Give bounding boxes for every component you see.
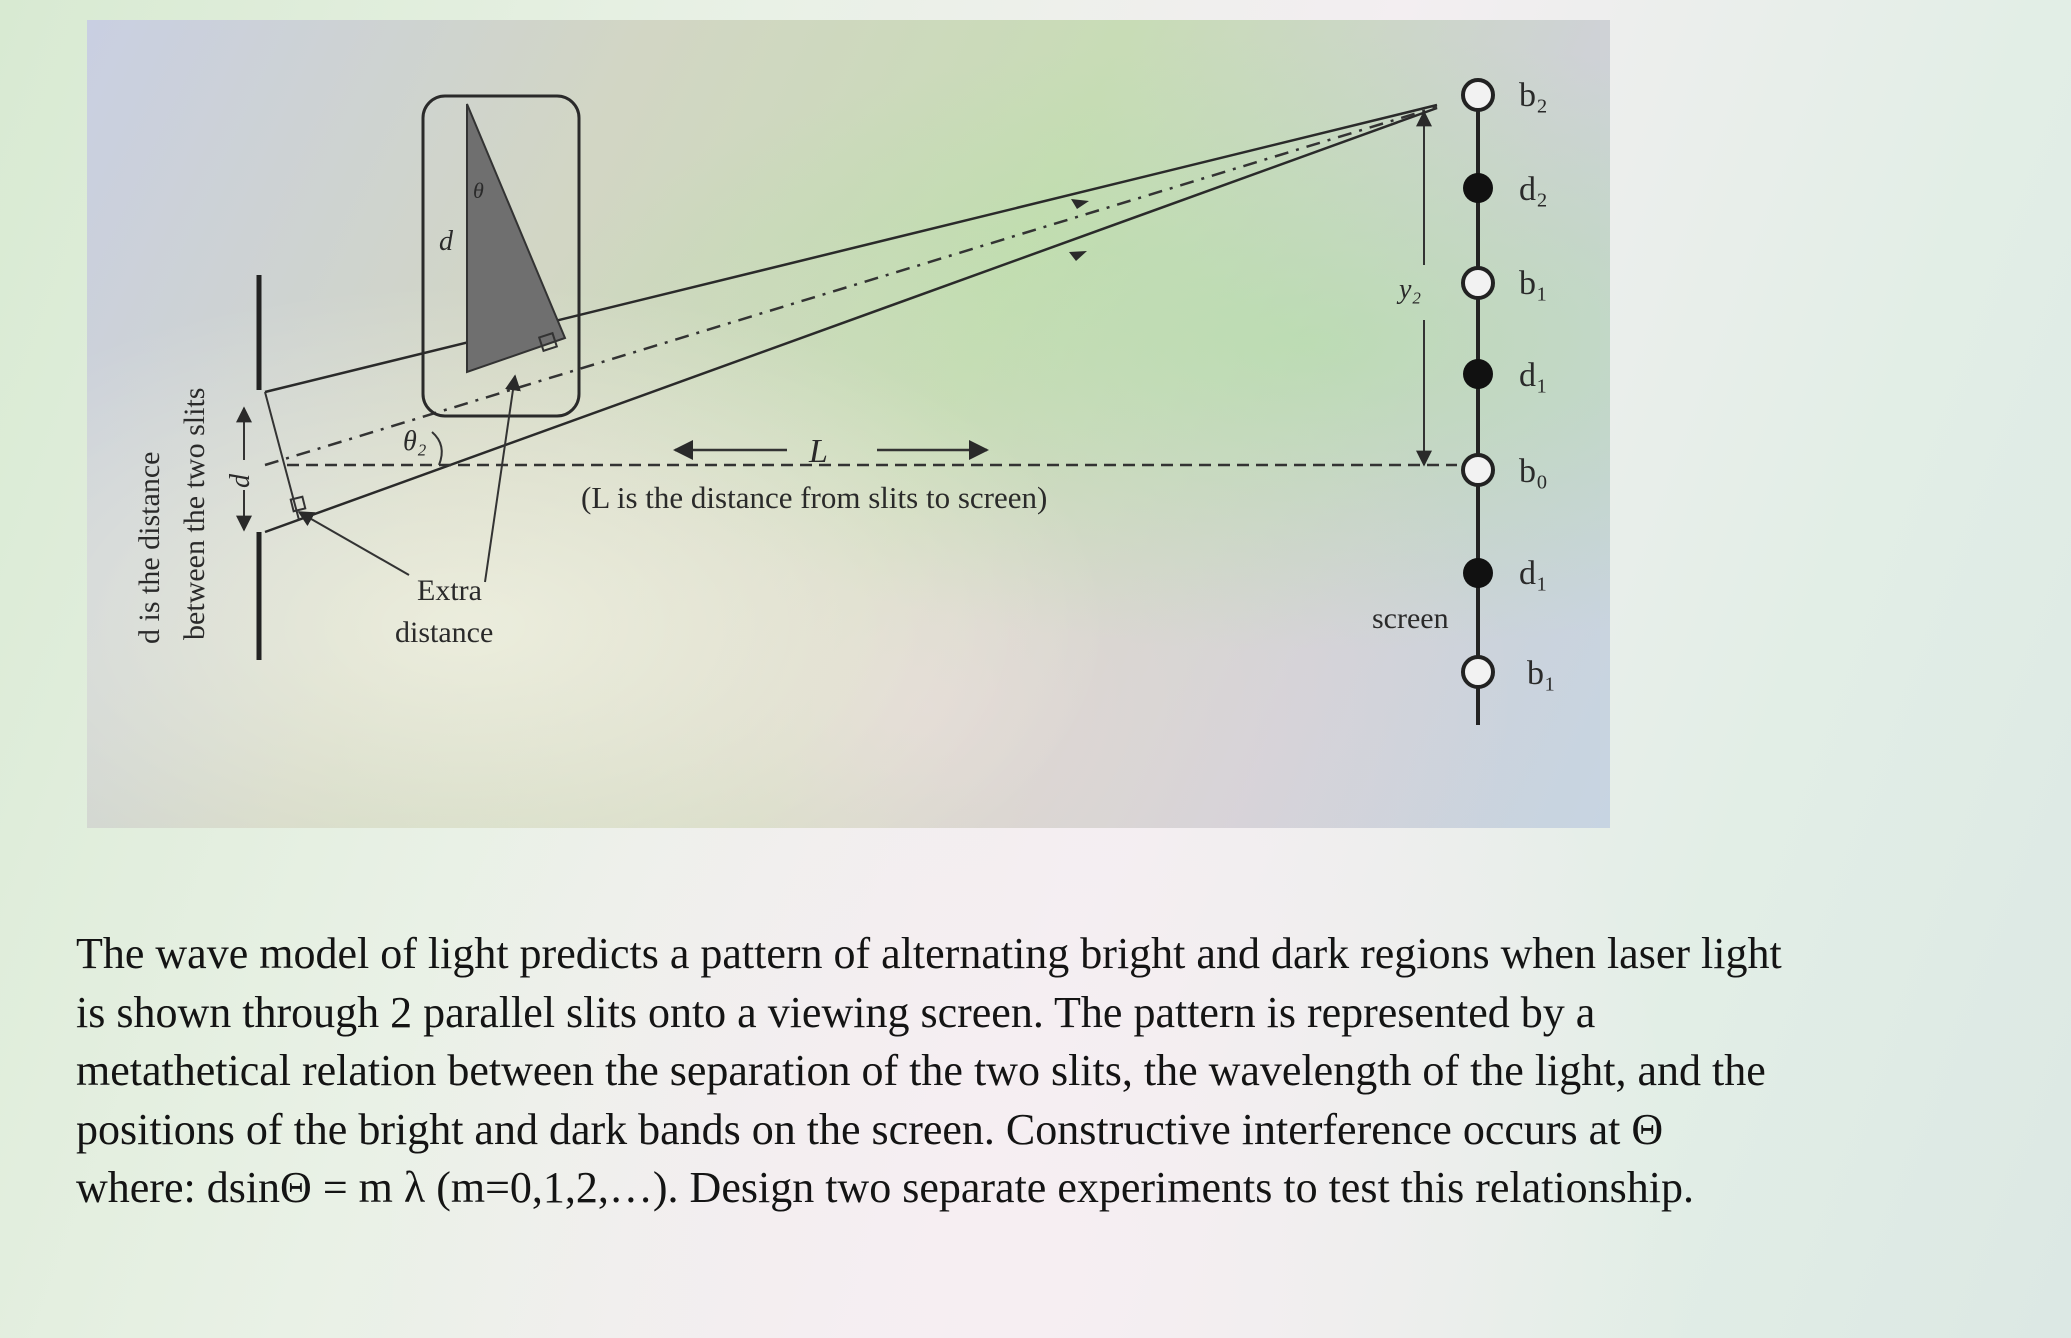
fringe-label-b1-lower: b₁ (1527, 655, 1556, 692)
caption-line-4: positions of the bright and dark bands on the screen. Constructive interference occurs at Θ (76, 1104, 1664, 1154)
path-diff-line (265, 392, 299, 520)
caption-line-2: is shown through 2 parallel slits onto a viewing screen. The pattern is represented by a (76, 987, 1596, 1037)
ray-mid-dashed (265, 107, 1437, 465)
caption-line-5: where: dsinΘ = m λ (m=0,1,2,…). Design two separate experiments to test this relationship. (76, 1163, 1694, 1212)
ray-bottom (265, 108, 1437, 532)
caption-line-3: metathetical relation between the separation of the two slits, the wavelength of the light, and the (76, 1046, 1766, 1095)
fringe-b0 (1463, 455, 1493, 485)
L-caption: (L is the distance from slits to screen) (581, 480, 1048, 515)
double-slit-diagram (87, 20, 1610, 828)
fringe-b1-lower (1463, 657, 1493, 687)
slit-sep-label: d (225, 474, 256, 488)
extra-distance-leader-2 (485, 376, 515, 582)
fringe-d2 (1463, 173, 1493, 203)
fringe-label-b1-upper: b₁ (1519, 265, 1548, 302)
theta2-arc (432, 432, 442, 465)
caption-line-1: The wave model of light predicts a pattern of alternating bright and dark regions when laser light (76, 929, 1782, 978)
screen-label: screen (1372, 602, 1449, 635)
right-angle-mark (291, 497, 306, 512)
fringe-label-d1-lower: d₁ (1519, 555, 1548, 592)
inset-triangle-side-label: d (439, 226, 453, 257)
side-label-line2: between the two slits (178, 387, 211, 640)
L-label: L (809, 433, 828, 470)
fringe-b1-upper (1463, 268, 1493, 298)
inset-triangle (467, 104, 565, 372)
angle-theta2-label: θ₂ (403, 426, 427, 457)
fringe-label-b0: b₀ (1519, 453, 1548, 490)
fringe-label-b2: b₂ (1519, 77, 1548, 114)
fringe-d1-lower (1463, 558, 1493, 588)
extra-distance-label-2: distance (395, 616, 494, 649)
fringe-label-d1-upper: d₁ (1519, 357, 1548, 394)
diagram-svg (87, 20, 1610, 828)
ray-arrowhead-1 (1071, 199, 1089, 209)
problem-statement (76, 925, 2036, 1218)
extra-distance-label-1: Extra (417, 574, 482, 607)
y2-label: y₂ (1399, 274, 1422, 305)
extra-distance-leader-1 (299, 512, 409, 575)
inset-triangle-angle-label: θ (473, 178, 484, 203)
side-label-line1: d is the distance (133, 451, 166, 644)
ray-arrowhead-2 (1069, 251, 1087, 261)
fringe-b2 (1463, 80, 1493, 110)
fringe-d1-upper (1463, 359, 1493, 389)
fringe-label-d2: d₂ (1519, 171, 1548, 208)
